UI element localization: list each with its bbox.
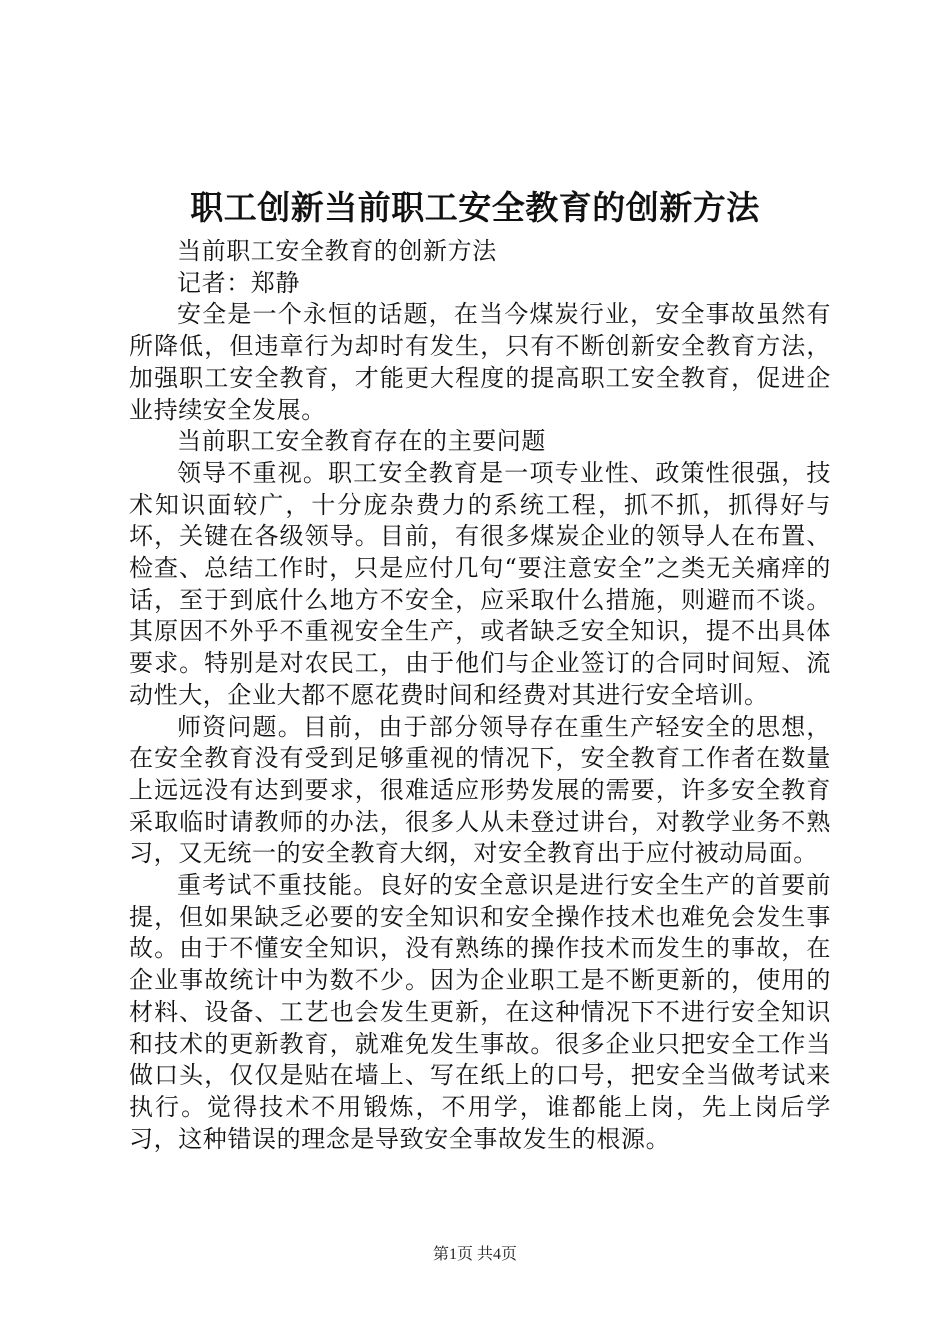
body-paragraph-skills: 重考试不重技能。良好的安全意识是进行安全生产的首要前提，但如果缺乏必要的安全知识和安全操作技术也难免会发生事故。由于不懂安全知识，没有熟练的操作技术而发生的事故，在企业事故统计中为数不少。因为企业职工是不断更新的，使用的材料、设备、工艺也会发生更新，在这种情况下不进行安全知识和技术的更新教育，就难免发生事故。很多企业只把安全工作当做口头，仅仅是贴在墙上、写在纸上的口号，把安全当做考试来执行。觉得技术不用锻炼，不用学，谁都能上岗，先上岗后学习，这种错误的理念是导致安全事故发生的根源。 (129, 871, 831, 1153)
page-footer: 第1页 共4页 (432, 1246, 517, 1263)
author-line: 记者：郑静 (177, 268, 300, 297)
intro-paragraph: 安全是一个永恒的话题，在当今煤炭行业，安全事故虽然有所降低，但违章行为却时有发生，只有不断创新安全教育方法，加强职工安全教育，才能更大程度的提高职工安全教育，促进企业持续安全发展。 (129, 300, 831, 424)
section-heading: 当前职工安全教育存在的主要问题 (177, 427, 546, 456)
subtitle-paragraph: 当前职工安全教育的创新方法 (177, 237, 497, 265)
document-body (129, 236, 831, 1155)
body-paragraph-leadership: 领导不重视。职工安全教育是一项专业性、政策性很强，技术知识面较广，十分庞杂费力的系统工程，抓不抓，抓得好与坏，关键在各级领导。目前，有很多煤炭企业的领导人在布置、检查、总结工作时，只是应付几句“要注意安全”之类无关痛痒的话，至于到底什么地方不安全，应采取什么措施，则避而不谈。其原因不外乎不重视安全生产，或者缺乏安全知识，提不出具体要求。特别是对农民工，由于他们与企业签订的合同时间短、流动性大，企业大都不愿花费时间和经费对其进行安全培训。 (129, 458, 831, 709)
page-title: 职工创新当前职工安全教育的创新方法 (190, 188, 760, 227)
body-paragraph-teachers: 师资问题。目前，由于部分领导存在重生产轻安全的思想，在安全教育没有受到足够重视的情况下，安全教育工作者在数量上远远没有达到要求，很难适应形势发展的需要，许多安全教育采取临时请教师的办法，很多人从未登过讲台，对教学业务不熟习，又无统一的安全教育大纲，对安全教育出于应付被动局面。 (129, 712, 831, 868)
